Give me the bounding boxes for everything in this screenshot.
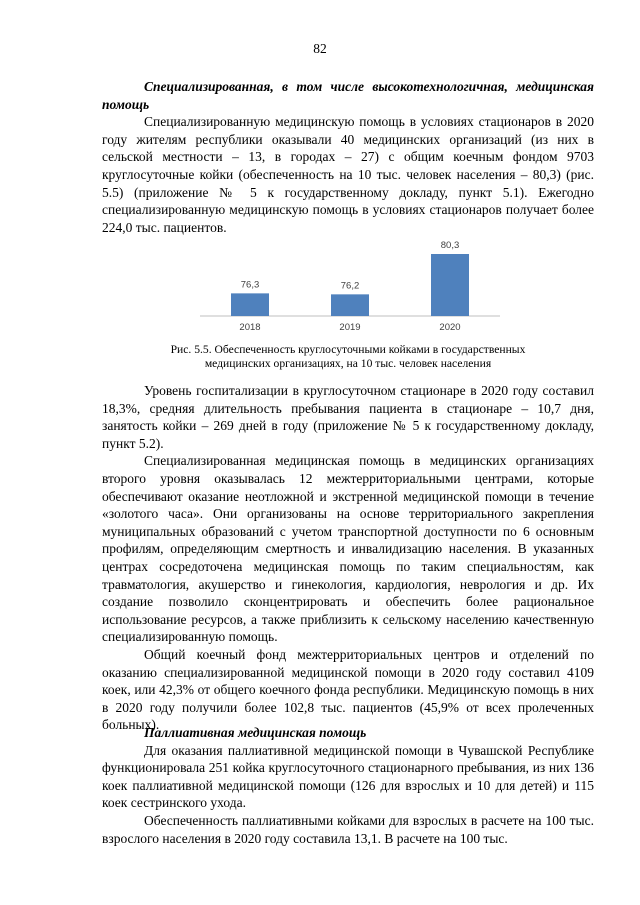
data-label-2018: 76,3 (240, 279, 260, 291)
x-tick-label-2019: 2019 (339, 322, 361, 333)
figure-caption-line1: Рис. 5.5. Обеспеченность круглосуточными койками в государственных (170, 343, 526, 356)
figure-caption (102, 343, 594, 372)
bed-supply-bar-chart (200, 232, 500, 334)
x-tick-label-2020: 2020 (439, 322, 461, 333)
paragraph-hospitalization-level: Уровень госпитализации в круглосуточном стационаре в 2020 году составил 18,3%, средняя длительность пребывания пациента в стационаре – 10,7 дня, занятость койки – 269 дней в году (приложение № 5 к государственному докладу, пункт 5.2). (102, 383, 594, 451)
section-specialized-care (102, 78, 594, 236)
paragraph-specialized-intro: Специализированную медицинскую помощь в условиях стационаров в 2020 году жителям республики оказывали 40 медицинских организаций (из них в сельской местности – 13, в городах – 27) с общим коечным фондом 9703 круглосуточные койки (обеспеченность на 10 тыс. человек населения – 80,3) (рис. 5.5) (приложение № 5 к государственному докладу, пункт 5.1). Ежегодно специализированную медицинскую помощь в условиях стационаров получает более 224,0 тыс. пациентов. (102, 114, 594, 235)
data-label-2020: 80,3 (440, 240, 460, 251)
bar-2018 (231, 293, 269, 316)
section-heading-specialized: Специализированная, в том числе высокотехнологичная, медицинская помощь (102, 79, 594, 112)
paragraph-palliative-beds: Для оказания паллиативной медицинской помощи в Чувашской Республике функционировала 251 койка круглосуточного стационарного пребывания, из них 136 коек паллиативной медицинской помощи (126 для взрослых и 10 для детей) и 115 коек сестринского ухода. (102, 742, 594, 811)
figure-caption-line2: медицинских организациях, на 10 тыс. человек населения (204, 357, 492, 371)
section-heading-palliative: Паллиативная медицинская помощь (144, 725, 367, 740)
data-label-2019: 76,2 (340, 280, 360, 292)
page-number: 82 (313, 41, 327, 56)
section-palliative-care (102, 724, 594, 847)
paragraph-bed-fund: Общий коечный фонд межтерриториальных центров и отделений по оказанию специализированной медицинской помощи в 2020 году составил 4109 коек, или 42,3% от общего коечного фонда республики. Медицинскую помощь в них в 2020 году получили более 102,8 тыс. пациентов (45,9% от всех пролеченных больных). (102, 646, 594, 733)
paragraph-palliative-supply: Обеспеченность паллиативными койками для взрослых в расчете на 100 тыс. взрослого населения в 2020 году составила 13,1. В расчете на 100 тыс. (102, 812, 594, 846)
section-hospitalization (102, 382, 594, 734)
bar-2020 (431, 254, 469, 316)
paragraph-interterritorial-centers: Специализированная медицинская помощь в медицинских организациях второго уровня оказывалась 12 межтерриториальными центрами, которые обеспечивают оказание неотложной и экстренной медицинской помощи в течение «золотого часа». Они организованы на основе территориального закрепления муниципальных образований с учетом транспортной доступности по 6 основным профилям, определяющим смертность и инвалидизацию населения. В указанных центрах сосредоточена медицинская помощь по таким специальностям, как травматология, акушерство и гинекология, кардиология, неврология и др. Их создание позволило сконцентрировать и обеспечить более рациональное использование ресурсов, а также приблизить к сельскому населению качественную специализированную помощь. (102, 453, 594, 645)
x-tick-label-2018: 2018 (239, 322, 261, 333)
bar-2019 (331, 294, 369, 316)
